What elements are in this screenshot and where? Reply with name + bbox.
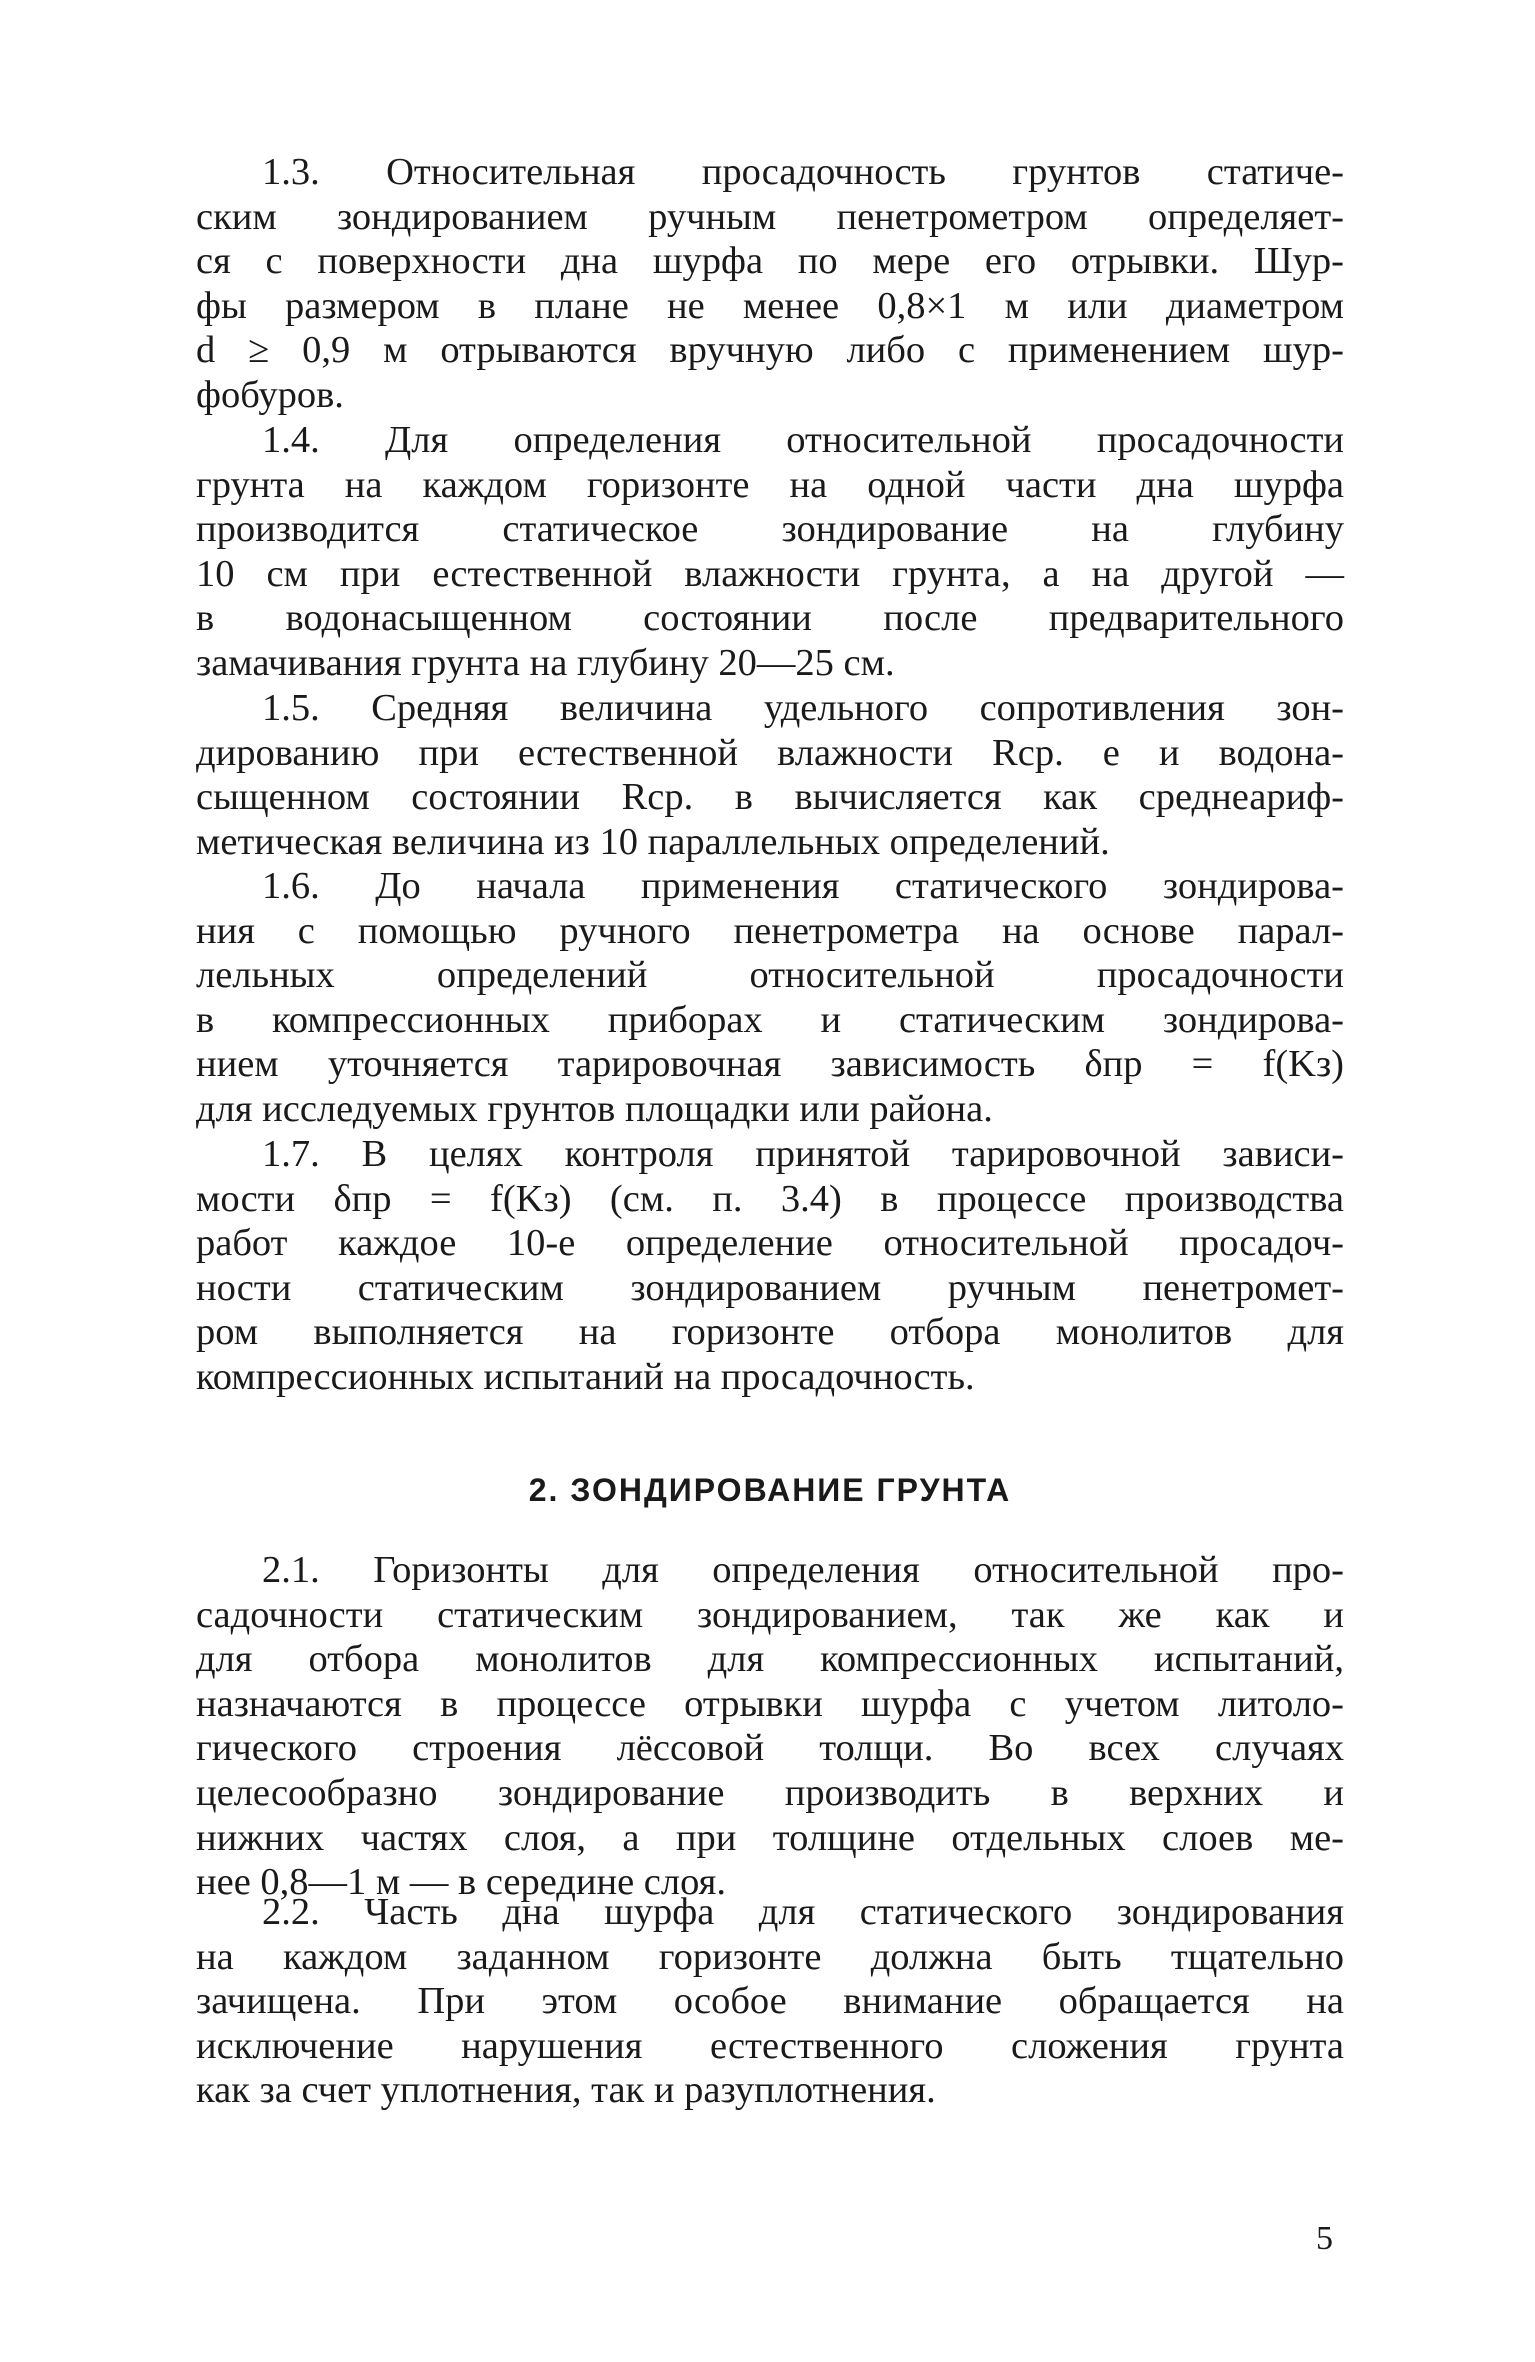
text-line: как за счет уплотнения, так и разуплотнения. (196, 2069, 936, 2112)
page-number: 5 (1316, 2220, 1333, 2257)
text-line: в водонасыщенном состоянии после предварительного (196, 597, 1344, 640)
text-line: ским зондированием ручным пенетрометром определяет- (196, 195, 1344, 238)
paragraph-1-4 (196, 418, 1344, 686)
text-line: грунта на каждом горизонте на одной части дна шурфа (196, 463, 1344, 506)
text-line: назначаются в процессе отрывки шурфа с учетом литоло- (196, 1682, 1344, 1725)
text-line: дированию при естественной влажности Rср. е и водона- (196, 731, 1344, 774)
paragraph-1-7 (196, 1132, 1344, 1400)
paragraph-2-2 (196, 1890, 1344, 2113)
text-line: 1.3. Относительная просадочность грунтов статиче- (262, 151, 1344, 193)
text-line: в компрессионных приборах и статическим зондирова- (196, 998, 1344, 1041)
text-line: для отбора монолитов для компрессионных испытаний, (196, 1638, 1344, 1681)
text-line: d ≥ 0,9 м отрываются вручную либо с применением шур- (196, 329, 1344, 372)
text-line: зачищена. При этом особое внимание обращается на (196, 1980, 1344, 2023)
text-line: на каждом заданном горизонте должна быть тщательно (196, 1935, 1344, 1978)
paragraph-1-6 (196, 864, 1344, 1132)
text-line: 1.5. Средняя величина удельного сопротивления зон- (262, 687, 1344, 729)
text-line: производится статическое зондирование на глубину (196, 508, 1344, 551)
text-line: сыщенном состоянии Rср. в вычисляется как среднеариф- (196, 776, 1344, 819)
section-heading: 2. ЗОНДИРОВАНИЕ ГРУНТА (528, 1472, 1012, 1508)
text-line: ния с помощью ручного пенетрометра на основе парал- (196, 909, 1344, 952)
text-line: ром выполняется на горизонте отбора монолитов для (196, 1311, 1344, 1354)
text-line: нее 0,8—1 м — в середине слоя. (196, 1861, 726, 1904)
paragraph-1-5 (196, 686, 1344, 864)
text-line: для исследуемых грунтов площадки или района. (196, 1087, 993, 1130)
text-line: замачивания грунта на глубину 20—25 см. (196, 641, 895, 684)
text-line: лельных определений относительной просадочности (196, 954, 1344, 997)
paragraph-1-3 (196, 150, 1344, 418)
text-line: фы размером в плане не менее 0,8×1 м или диаметром (196, 284, 1344, 327)
paragraph-2-1 (196, 1548, 1344, 1905)
text-line: ности статическим зондированием ручным пенетромет- (196, 1266, 1344, 1309)
text-line: 2.2. Часть дна шурфа для статического зондирования (262, 1891, 1344, 1933)
text-line: гического строения лёссовой толщи. Во всех случаях (196, 1727, 1344, 1770)
text-line: метическая величина из 10 параллельных определений. (196, 820, 1110, 863)
text-line: 10 см при естественной влажности грунта, а на другой — (196, 552, 1344, 595)
text-line: 2.1. Горизонты для определения относительной про- (262, 1549, 1344, 1591)
text-line: работ каждое 10-е определение относительной просадоч- (196, 1222, 1344, 1265)
text-line: садочности статическим зондированием, так же как и (196, 1593, 1344, 1636)
text-line: фобуров. (196, 373, 344, 416)
text-line: компрессионных испытаний на просадочность. (196, 1355, 975, 1398)
text-line: 1.6. До начала применения статического зондирова- (262, 865, 1344, 907)
text-line: исключение нарушения естественного сложения грунта (196, 2024, 1344, 2067)
text-line: мости δпр = f(Kз) (см. п. 3.4) в процессе производства (196, 1177, 1344, 1220)
text-line: нижних частях слоя, а при толщине отдельных слоев ме- (196, 1816, 1344, 1859)
text-line: целесообразно зондирование производить в верхних и (196, 1771, 1344, 1814)
text-line: 1.7. В целях контроля принятой тарировочной зависи- (262, 1133, 1344, 1175)
text-line: нием уточняется тарировочная зависимость δпр = f(Kз) (196, 1043, 1344, 1086)
text-line: 1.4. Для определения относительной просадочности (262, 419, 1344, 461)
text-line: ся с поверхности дна шурфа по мере его отрывки. Шур- (196, 240, 1344, 283)
